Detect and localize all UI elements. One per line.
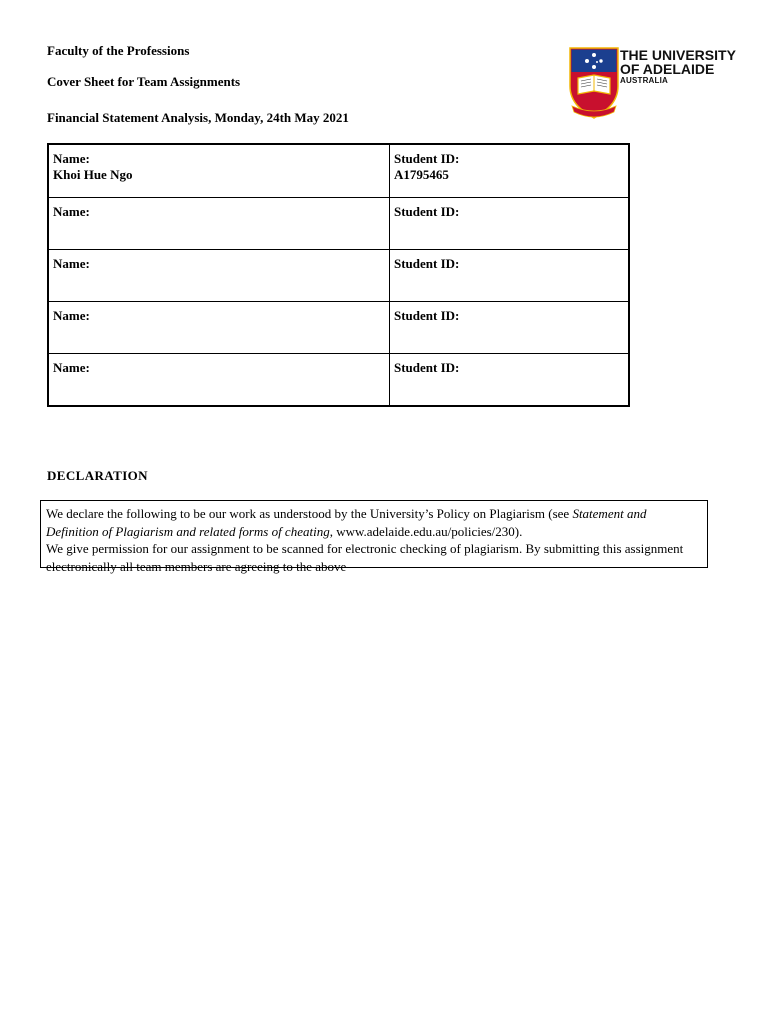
member-name: Khoi Hue Ngo [53,167,133,182]
member-student-id: A1795465 [394,167,449,182]
declaration-p1-end: , www.adelaide.edu.au/policies/230). [329,523,523,539]
faculty-title: Faculty of the Professions [47,43,190,58]
table-row [48,198,629,250]
student-id-label: Student ID: [394,151,460,166]
declaration-paragraph-1 [46,505,702,540]
declaration-heading: DECLARATION [47,468,148,483]
table-row [48,302,629,354]
declaration-p1-start: We declare the following to be our work as understood by the University’s Policy on Plagiarism (see [46,506,573,521]
wordmark-line-1: THE UNIVERSITY [620,47,736,63]
name-cell[interactable] [48,302,390,354]
student-id-cell[interactable] [390,198,630,250]
university-wordmark [620,48,736,86]
student-id-cell[interactable] [390,250,630,302]
student-id-cell[interactable] [390,302,630,354]
cover-sheet-title: Cover Sheet for Team Assignments [47,74,241,89]
name-label: Name: [53,204,90,219]
shield-crest-icon [568,46,620,124]
table-row [48,354,629,407]
student-id-cell[interactable] [390,354,630,407]
team-members-table [47,143,630,407]
declaration-box [40,500,708,574]
name-label: Name: [53,360,90,375]
name-label: Name: [53,256,90,271]
course-line: Financial Statement Analysis, Monday, 24th May 2021 [47,110,349,125]
student-id-label: Student ID: [394,204,460,219]
name-cell[interactable] [48,198,390,250]
declaration-paragraph-2: We give permission for our assignment to be scanned for electronic checking of plagiarism. By submitting this assignment electronically all team members are agreeing to the above [46,541,684,574]
name-cell[interactable] [48,250,390,302]
wordmark-line-3: AUSTRALIA [620,76,669,85]
table-row [48,250,629,302]
name-cell[interactable] [48,144,390,198]
wordmark-line-2: OF ADELAIDE [620,61,715,77]
student-id-label: Student ID: [394,360,460,375]
policy-title: Statement and Definition of Plagiarism and related forms of cheating [46,506,647,539]
table-row [48,144,629,198]
name-label: Name: [53,308,90,323]
student-id-label: Student ID: [394,308,460,323]
university-logo [568,46,738,124]
name-cell[interactable] [48,354,390,407]
student-id-cell[interactable] [390,144,630,198]
student-id-label: Student ID: [394,256,460,271]
name-label: Name: [53,151,90,166]
